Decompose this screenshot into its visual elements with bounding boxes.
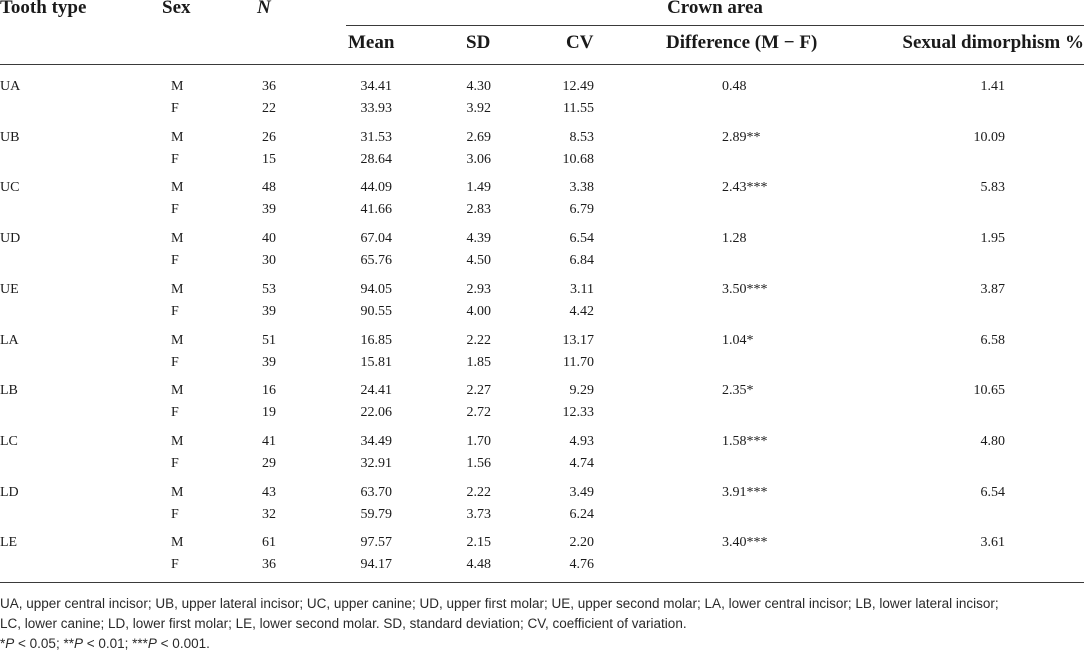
mean-cell: 90.55 bbox=[360, 304, 392, 319]
sig-rest1: < 0.05; ** bbox=[14, 636, 74, 651]
cv-cell: 12.33 bbox=[562, 405, 594, 420]
mean-cell: 22.06 bbox=[360, 405, 392, 420]
sd-cell: 4.30 bbox=[466, 79, 491, 94]
crown-area-rule bbox=[346, 25, 1084, 26]
sd-cell: 2.22 bbox=[466, 485, 491, 500]
sig-star: * bbox=[0, 636, 6, 651]
cv-cell: 13.17 bbox=[562, 333, 594, 348]
sex-cell: F bbox=[171, 304, 179, 319]
sd-cell: 4.00 bbox=[466, 304, 491, 319]
sex-cell: M bbox=[171, 79, 184, 94]
difference-cell: 1.04* bbox=[722, 333, 754, 348]
footnote-abbreviations-1: UA, upper central incisor; UB, upper lateral incisor; UC, upper canine; UD, upper first molar; UE, upper second molar; LA, lower central incisor; LB, lower lateral incisor; bbox=[0, 596, 999, 611]
sd-cell: 1.85 bbox=[466, 355, 491, 370]
sex-cell: F bbox=[171, 101, 179, 116]
header-difference: Difference (M − F) bbox=[666, 32, 818, 53]
header-sd: SD bbox=[466, 32, 491, 53]
dimorphism-cell: 3.61 bbox=[980, 535, 1005, 550]
cv-cell: 3.38 bbox=[569, 180, 594, 195]
header-tooth-type: Tooth type bbox=[0, 0, 87, 18]
n-cell: 41 bbox=[262, 434, 276, 449]
sex-cell: F bbox=[171, 456, 179, 471]
cv-cell: 4.42 bbox=[569, 304, 594, 319]
n-cell: 19 bbox=[262, 405, 276, 420]
sd-cell: 1.70 bbox=[466, 434, 491, 449]
n-cell: 43 bbox=[262, 485, 276, 500]
difference-cell: 2.43*** bbox=[722, 180, 768, 195]
sd-cell: 3.92 bbox=[466, 101, 491, 116]
dimorphism-cell: 1.95 bbox=[980, 231, 1005, 246]
mean-cell: 34.41 bbox=[360, 79, 392, 94]
footnote-abbreviations-2: LC, lower canine; LD, lower first molar; LE, lower second molar. SD, standard deviation; CV, coefficient of variation. bbox=[0, 616, 687, 631]
difference-cell: 3.40*** bbox=[722, 535, 768, 550]
n-cell: 51 bbox=[262, 333, 276, 348]
n-cell: 61 bbox=[262, 535, 276, 550]
n-cell: 32 bbox=[262, 507, 276, 522]
mean-cell: 97.57 bbox=[360, 535, 392, 550]
mean-cell: 33.93 bbox=[360, 101, 392, 116]
sd-cell: 4.39 bbox=[466, 231, 491, 246]
cv-cell: 10.68 bbox=[562, 152, 594, 167]
dimorphism-cell: 5.83 bbox=[980, 180, 1005, 195]
header-cv: CV bbox=[566, 32, 594, 53]
dimorphism-cell: 10.65 bbox=[973, 383, 1005, 398]
difference-cell: 1.28 bbox=[722, 231, 747, 246]
sex-cell: M bbox=[171, 383, 184, 398]
cv-cell: 8.53 bbox=[569, 130, 594, 145]
sd-cell: 3.73 bbox=[466, 507, 491, 522]
sex-cell: M bbox=[171, 180, 184, 195]
n-cell: 48 bbox=[262, 180, 276, 195]
cv-cell: 11.55 bbox=[563, 101, 594, 116]
sd-cell: 2.27 bbox=[466, 383, 491, 398]
cv-cell: 9.29 bbox=[569, 383, 594, 398]
sig-p3: P bbox=[147, 636, 157, 651]
sd-cell: 2.15 bbox=[466, 535, 491, 550]
tooth-type-cell: LB bbox=[0, 383, 18, 398]
cv-cell: 6.54 bbox=[569, 231, 594, 246]
header-sex: Sex bbox=[162, 0, 191, 18]
mean-cell: 44.09 bbox=[360, 180, 392, 195]
sex-cell: F bbox=[171, 355, 179, 370]
difference-cell: 2.35* bbox=[722, 383, 754, 398]
cv-cell: 6.79 bbox=[569, 202, 594, 217]
sd-cell: 1.49 bbox=[466, 180, 491, 195]
sex-cell: F bbox=[171, 202, 179, 217]
cv-cell: 4.76 bbox=[569, 557, 594, 572]
dimorphism-cell: 1.41 bbox=[980, 79, 1005, 94]
n-cell: 39 bbox=[262, 304, 276, 319]
sex-cell: M bbox=[171, 535, 184, 550]
mean-cell: 16.85 bbox=[360, 333, 392, 348]
sd-cell: 1.56 bbox=[466, 456, 491, 471]
cv-cell: 11.70 bbox=[563, 355, 594, 370]
tooth-type-cell: UD bbox=[0, 231, 21, 246]
n-cell: 15 bbox=[262, 152, 276, 167]
dimorphism-cell: 6.58 bbox=[980, 333, 1005, 348]
header-mean: Mean bbox=[348, 32, 395, 53]
tooth-type-cell: UB bbox=[0, 130, 20, 145]
table-bottom-rule bbox=[0, 582, 1084, 583]
n-cell: 39 bbox=[262, 355, 276, 370]
sd-cell: 2.22 bbox=[466, 333, 491, 348]
n-cell: 36 bbox=[262, 557, 276, 572]
sd-cell: 4.50 bbox=[466, 253, 491, 268]
dimorphism-cell: 6.54 bbox=[980, 485, 1005, 500]
sd-cell: 3.06 bbox=[466, 152, 491, 167]
mean-cell: 94.05 bbox=[360, 282, 392, 297]
mean-cell: 59.79 bbox=[360, 507, 392, 522]
sex-cell: F bbox=[171, 557, 179, 572]
sex-cell: F bbox=[171, 405, 179, 420]
cv-cell: 4.74 bbox=[569, 456, 594, 471]
mean-cell: 28.64 bbox=[360, 152, 392, 167]
cv-cell: 2.20 bbox=[569, 535, 594, 550]
sig-rest3: < 0.001. bbox=[156, 636, 210, 651]
sd-cell: 2.69 bbox=[466, 130, 491, 145]
mean-cell: 65.76 bbox=[360, 253, 392, 268]
sex-cell: M bbox=[171, 485, 184, 500]
sig-p2: P bbox=[73, 636, 83, 651]
cv-cell: 6.24 bbox=[569, 507, 594, 522]
tooth-type-cell: LD bbox=[0, 485, 19, 500]
mean-cell: 24.41 bbox=[360, 383, 392, 398]
mean-cell: 94.17 bbox=[360, 557, 392, 572]
n-cell: 53 bbox=[262, 282, 276, 297]
footnote-significance bbox=[0, 636, 210, 651]
header-sexual-dimorphism: Sexual dimorphism % bbox=[902, 32, 1084, 53]
mean-cell: 67.04 bbox=[360, 231, 392, 246]
n-cell: 39 bbox=[262, 202, 276, 217]
sex-cell: F bbox=[171, 152, 179, 167]
sd-cell: 2.72 bbox=[466, 405, 491, 420]
mean-cell: 32.91 bbox=[360, 456, 392, 471]
difference-cell: 3.91*** bbox=[722, 485, 768, 500]
dimorphism-cell: 4.80 bbox=[980, 434, 1005, 449]
sex-cell: F bbox=[171, 253, 179, 268]
sex-cell: M bbox=[171, 434, 184, 449]
tooth-type-cell: LE bbox=[0, 535, 18, 550]
n-cell: 26 bbox=[262, 130, 276, 145]
sex-cell: M bbox=[171, 333, 184, 348]
mean-cell: 31.53 bbox=[360, 130, 392, 145]
header-n: N bbox=[257, 0, 271, 18]
mean-cell: 41.66 bbox=[360, 202, 392, 217]
dimorphism-cell: 3.87 bbox=[980, 282, 1005, 297]
difference-cell: 3.50*** bbox=[722, 282, 768, 297]
header-crown-area: Crown area bbox=[667, 0, 763, 18]
n-cell: 40 bbox=[262, 231, 276, 246]
sex-cell: F bbox=[171, 507, 179, 522]
tooth-type-cell: LC bbox=[0, 434, 18, 449]
difference-cell: 2.89** bbox=[722, 130, 761, 145]
sex-cell: M bbox=[171, 130, 184, 145]
tooth-type-cell: UC bbox=[0, 180, 20, 195]
difference-cell: 0.48 bbox=[722, 79, 747, 94]
sex-cell: M bbox=[171, 282, 184, 297]
header-bottom-rule bbox=[0, 64, 1084, 65]
sig-p1: P bbox=[5, 636, 15, 651]
mean-cell: 63.70 bbox=[360, 485, 392, 500]
dimorphism-cell: 10.09 bbox=[973, 130, 1005, 145]
n-cell: 22 bbox=[262, 101, 276, 116]
sig-rest2: < 0.01; *** bbox=[82, 636, 148, 651]
tooth-type-cell: LA bbox=[0, 333, 19, 348]
sd-cell: 4.48 bbox=[466, 557, 491, 572]
tooth-type-cell: UA bbox=[0, 79, 21, 94]
cv-cell: 12.49 bbox=[562, 79, 594, 94]
sex-cell: M bbox=[171, 231, 184, 246]
n-cell: 30 bbox=[262, 253, 276, 268]
cv-cell: 6.84 bbox=[569, 253, 594, 268]
tooth-type-cell: UE bbox=[0, 282, 19, 297]
n-cell: 16 bbox=[262, 383, 276, 398]
sd-cell: 2.83 bbox=[466, 202, 491, 217]
sd-cell: 2.93 bbox=[466, 282, 491, 297]
mean-cell: 15.81 bbox=[360, 355, 392, 370]
cv-cell: 3.11 bbox=[570, 282, 594, 297]
cv-cell: 3.49 bbox=[569, 485, 594, 500]
n-cell: 29 bbox=[262, 456, 276, 471]
mean-cell: 34.49 bbox=[360, 434, 392, 449]
cv-cell: 4.93 bbox=[569, 434, 594, 449]
difference-cell: 1.58*** bbox=[722, 434, 768, 449]
n-cell: 36 bbox=[262, 79, 276, 94]
